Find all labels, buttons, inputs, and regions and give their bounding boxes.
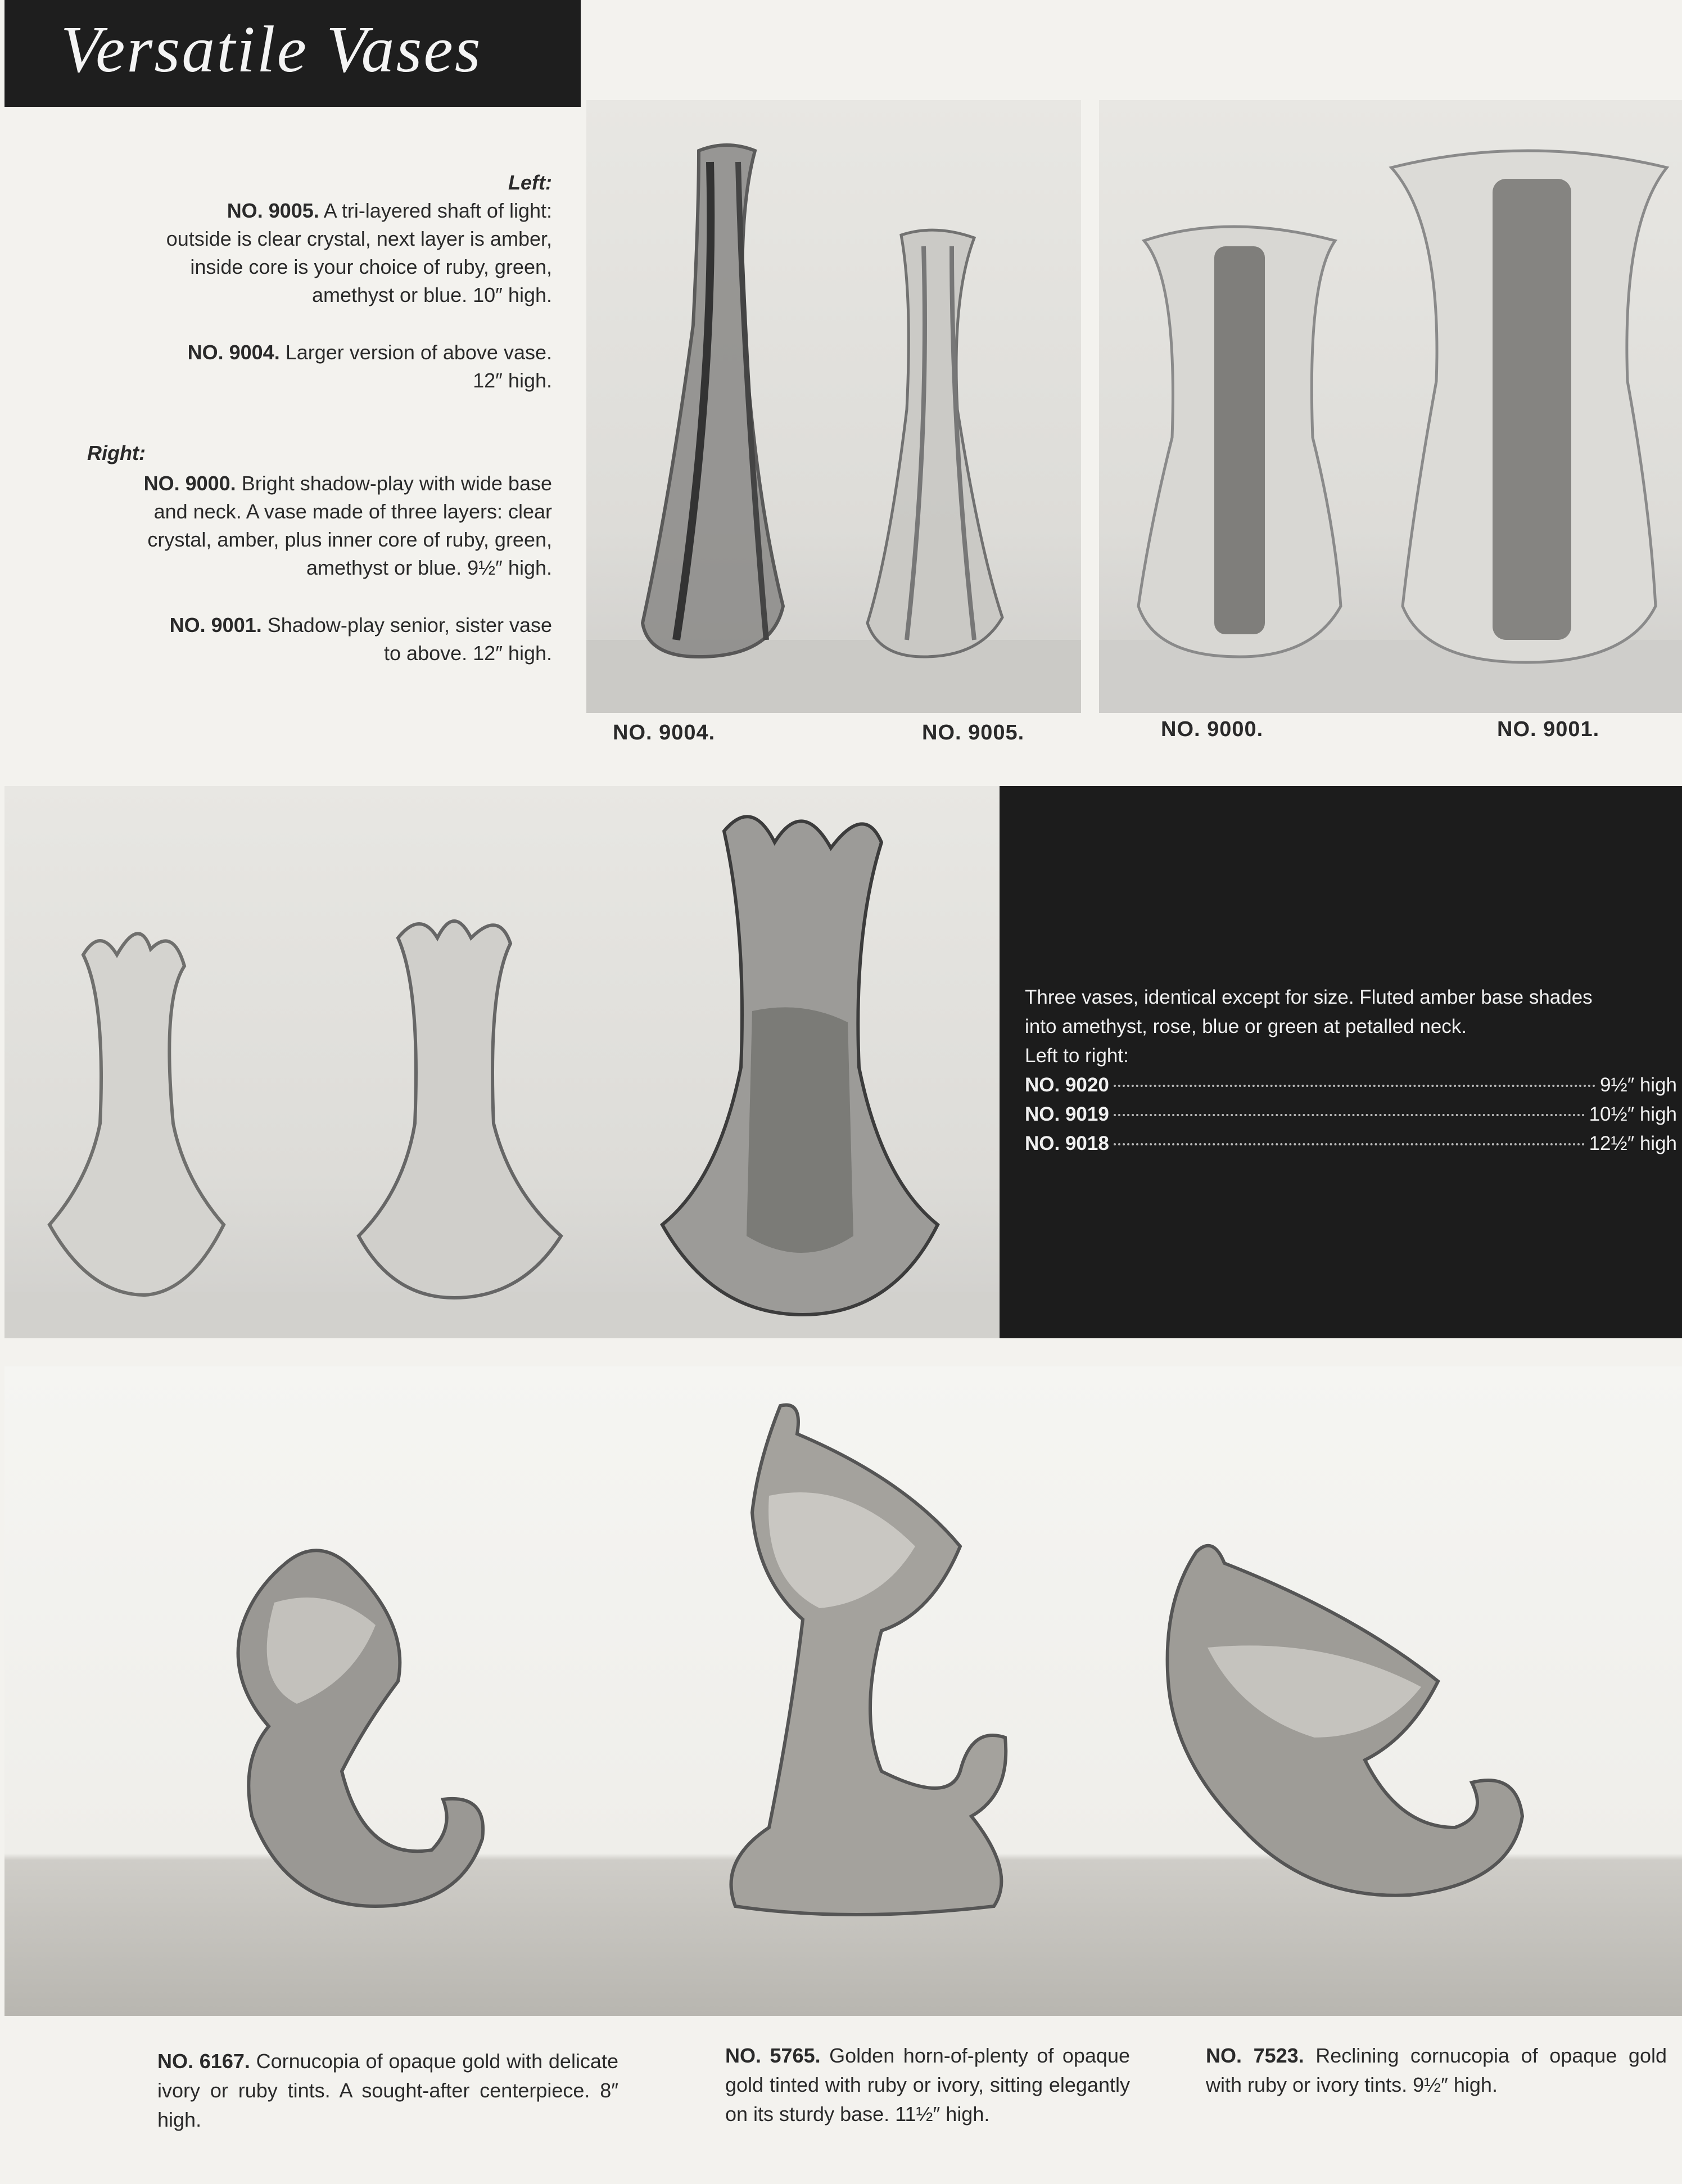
- vase-illustration: [586, 100, 1081, 713]
- left-heading: Left:: [508, 171, 552, 194]
- desc-item-9000: NO. 9000. Bright shadow-play with wide base and neck. A vase made of three layers: clear crystal, amber, plus inner core of ruby, green, amethyst or blue. 9½″ high.: [143, 472, 552, 579]
- panel-line-1: Three vases, identical except for size. Fluted amber base shades: [1025, 986, 1593, 1008]
- vase-illustration-2: [1099, 100, 1682, 713]
- right-heading: Right:: [87, 441, 146, 464]
- desc-item-9001: NO. 9001. Shadow-play senior, sister vase to above. 12″ high.: [169, 613, 552, 665]
- caption-9001: NO. 9001.: [1497, 718, 1600, 741]
- description-right: [46, 470, 552, 667]
- photo-cornucopias: [4, 1366, 1682, 2016]
- fluted-vases-illustration: [4, 786, 1000, 1338]
- photo-vases-9004-9005: [586, 100, 1081, 713]
- panel-line-3: Left to right:: [1025, 1045, 1129, 1067]
- caption-9005: NO. 9005.: [922, 721, 1025, 744]
- size-row-9018: NO. 9018 12½″ high: [1025, 1132, 1677, 1154]
- cornucopia-illustration: [4, 1366, 1682, 2016]
- photo-fluted-vases: [4, 786, 1000, 1338]
- caption-7523: NO. 7523. Reclining cornucopia of opaque gold with ruby or ivory tints. 9½″ high.: [1206, 2044, 1667, 2096]
- caption-6167: NO. 6167. Cornucopia of opaque gold with delicate ivory or ruby tints. A sought-after centerpiece. 8″ high.: [157, 2050, 618, 2131]
- caption-9004: NO. 9004.: [613, 721, 716, 744]
- desc-item-9005: NO. 9005. A tri-layered shaft of light: outside is clear crystal, next layer is amber, inside core is your choice of ruby, green, amethyst or blue. 10″ high.: [166, 199, 552, 306]
- size-row-9020: NO. 9020 9½″ high: [1025, 1074, 1677, 1096]
- title-bar: [4, 0, 581, 107]
- panel-text: [1025, 983, 1677, 1158]
- size-row-9019: NO. 9019 10½″ high: [1025, 1103, 1677, 1125]
- description-left: [46, 169, 552, 395]
- caption-5765: NO. 5765. Golden horn-of-plenty of opaque gold tinted with ruby or ivory, sitting elegantly on its sturdy base. 11½″ high.: [725, 2044, 1130, 2126]
- page-title: Versatile Vases: [61, 12, 482, 86]
- desc-item-9004: NO. 9004. Larger version of above vase. 12″ high.: [187, 341, 552, 392]
- caption-9000: NO. 9000.: [1161, 718, 1264, 741]
- photo-vases-9000-9001: [1099, 100, 1682, 713]
- dark-info-panel: [1000, 786, 1682, 1338]
- panel-line-2: into amethyst, rose, blue or green at petalled neck.: [1025, 1016, 1467, 1037]
